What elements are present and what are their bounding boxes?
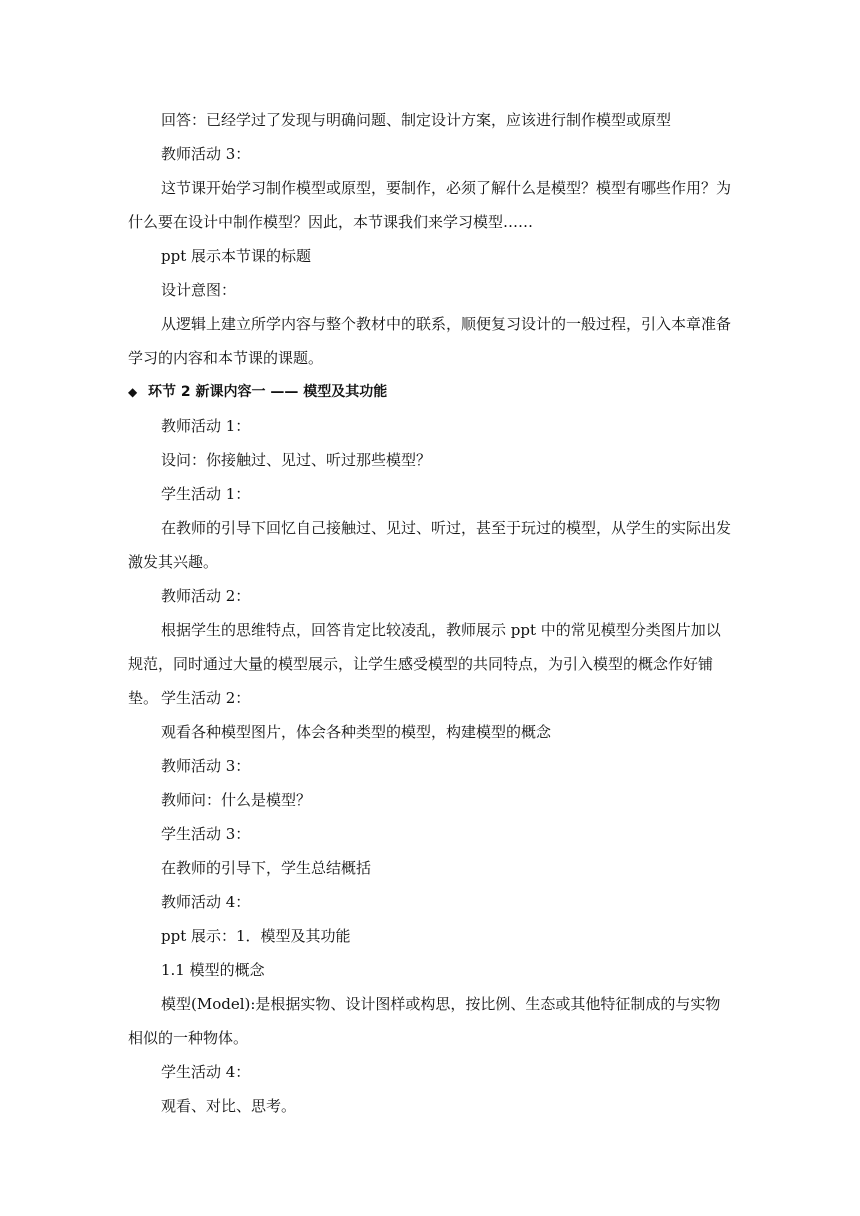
paragraph: 回答：已经学过了发现与明确问题、制定设计方案，应该进行制作模型或原型 bbox=[161, 111, 672, 129]
paragraph: 教师活动 1： bbox=[161, 417, 251, 435]
paragraph: ppt 展示：1．模型及其功能 bbox=[161, 927, 351, 945]
section-heading bbox=[128, 375, 733, 409]
paragraph: 学生活动 4： bbox=[161, 1063, 251, 1081]
paragraph: 在教师的引导下，学生总结概括 bbox=[161, 859, 372, 877]
paragraph: 这节课开始学习制作模型或原型，要制作，必须了解什么是模型？模型有哪些作用？为什么要在设计中制作模型？因此，本节课我们来学习模型…… bbox=[128, 179, 732, 231]
paragraph: 观看、对比、思考。 bbox=[161, 1097, 297, 1115]
paragraph: ppt 展示本节课的标题 bbox=[161, 247, 312, 265]
paragraph: 教师问：什么是模型？ bbox=[161, 791, 312, 809]
paragraph: 设问：你接触过、见过、听过那些模型？ bbox=[161, 451, 432, 469]
paragraph: 模型(Model):是根据实物、设计图样或构思，按比例、生态或其他特征制成的与实物相似的一种物体。 bbox=[128, 995, 721, 1047]
paragraph: 1.1 模型的概念 bbox=[161, 961, 265, 979]
paragraph: 根据学生的思维特点，回答肯定比较凌乱，教师展示 ppt 中的常见模型分类图片加以规范，同时通过大量的模型展示，让学生感受模型的共同特点，为引入模型的概念作好铺垫。 bbox=[128, 621, 721, 707]
paragraph: 学生活动 1： bbox=[161, 485, 251, 503]
paragraph: 从逻辑上建立所学内容与整个教材中的联系，顺便复习设计的一般过程，引入本章准备学习的内容和本节课的课题。 bbox=[128, 315, 732, 367]
paragraph: 教师活动 3： bbox=[161, 145, 251, 163]
paragraph: 设计意图： bbox=[161, 281, 237, 299]
paragraph: 教师活动 4： bbox=[161, 893, 251, 911]
paragraph: 教师活动 3： bbox=[161, 757, 251, 775]
paragraph: 学生活动 2： bbox=[161, 689, 251, 707]
paragraph: 学生活动 3： bbox=[161, 825, 251, 843]
paragraph: 教师活动 2： bbox=[161, 587, 251, 605]
paragraph: 观看各种模型图片，体会各种类型的模型，构建模型的概念 bbox=[161, 723, 552, 741]
diamond-bullet-icon: ◆ bbox=[128, 385, 138, 399]
section-heading-text: 环节 2 新课内容一 —— 模型及其功能 bbox=[148, 384, 388, 400]
paragraph: 在教师的引导下回忆自己接触过、见过、听过，甚至于玩过的模型，从学生的实际出发激发其兴趣。 bbox=[128, 519, 732, 571]
